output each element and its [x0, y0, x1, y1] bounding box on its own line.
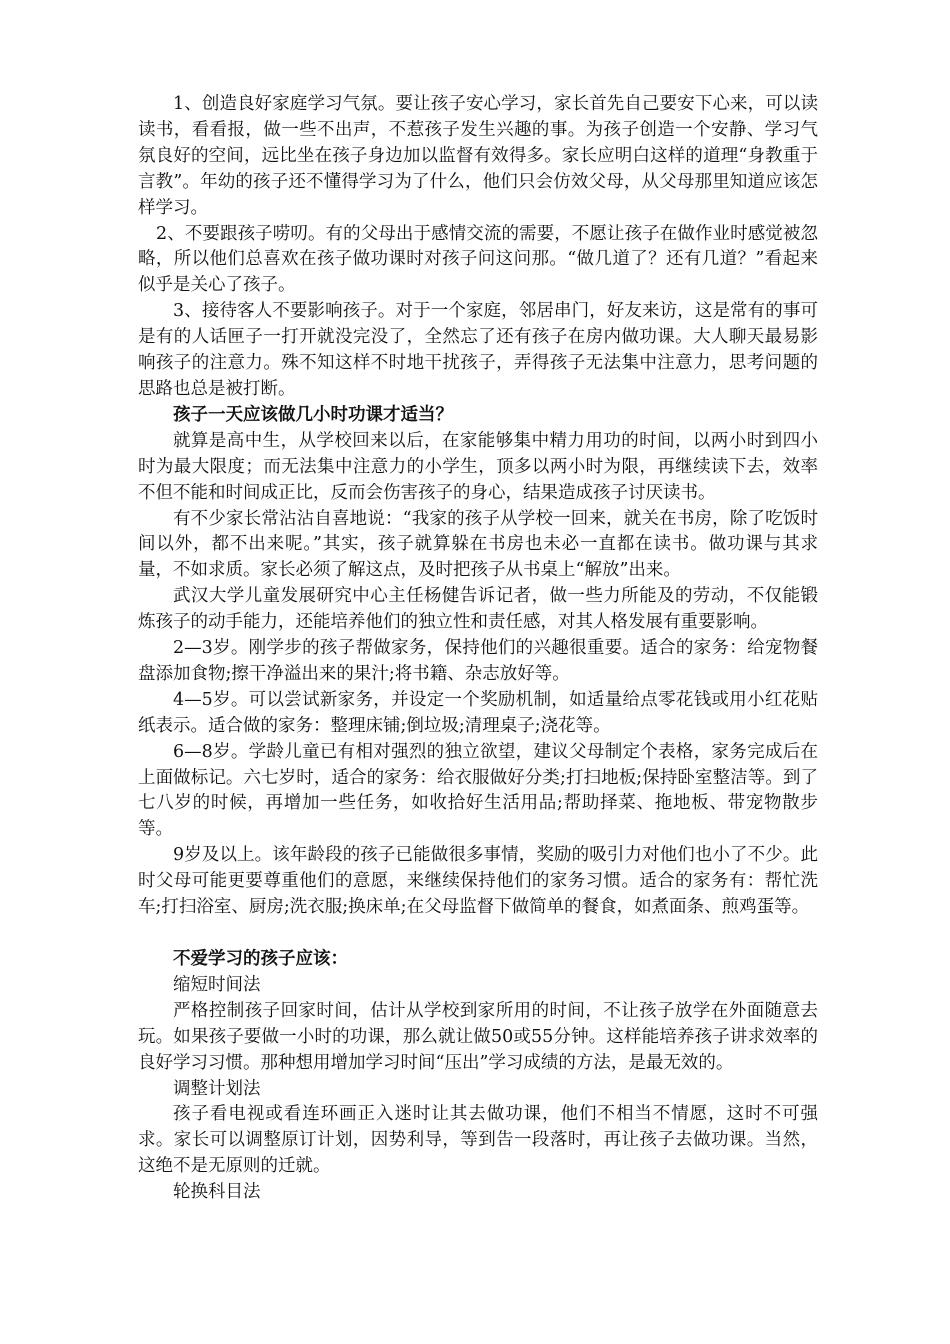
blank-line — [138, 921, 818, 947]
section-heading-dislike-study: 不爱学习的孩子应该： — [173, 949, 348, 969]
paragraph-5: 就算是高中生，从学校回来以后，在家能够集中精力用功的时间，以两小时到四小时为最大限度；而无法集中注意力的小学生，顶多以两小时为限，再继续读下去，效率不但不能和时间成正比，反而会伤害孩子的身心，结果造成孩子讨厌读书。 — [138, 430, 818, 503]
paragraph-age-9-plus: 9岁及以上。该年龄段的孩子已能做很多事情，奖励的吸引力对他们也小了不少。此时父母可能更要尊重他们的意愿，来继续保持他们的家务习惯。适合的家务有：帮忙洗车;打扫浴室、厨房;洗衣服;换床单;在父母监督下做简单的餐食，如煮面条、煎鸡蛋等。 — [138, 845, 818, 918]
paragraph-6: 有不少家长常沾沾自喜地说：“我家的孩子从学校一回来，就关在书房，除了吃饭时间以外，都不出来呢。”其实，孩子就算躲在书房也未必一直都在读书。做功课与其求量，不如求质。家长必须了解这点，及时把孩子从书桌上“解放”出来。 — [138, 508, 818, 581]
subheading-adjust-plan: 调整计划法 — [173, 1078, 261, 1099]
paragraph-3: 3、接待客人不要影响孩子。对于一个家庭，邻居串门，好友来访，这是常有的事可是有的人话匣子一打开就没完没了，全然忘了还有孩子在房内做功课。大人聊天最易影响孩子的注意力。殊不知这样不时地干扰孩子，弄得孩子无法集中注意力，思考问题的思路也总是被打断。 — [138, 301, 818, 399]
paragraph-2: 2、不要跟孩子唠叨。有的父母出于感情交流的需要，不愿让孩子在做作业时感觉被忽略，所以他们总喜欢在孩子做功课时对孩子问这问那。“做几道了？还有几道？”看起来似乎是关心了孩子。 — [138, 223, 818, 296]
paragraph-age-6-8: 6—8岁。学龄儿童已有相对强烈的独立欲望，建议父母制定个表格，家务完成后在上面做标记。六七岁时，适合的家务：给衣服做好分类;打扫地板;保持卧室整洁等。到了七八岁的时候，再增加一些任务，如收拾好生活用品;帮助择菜、拖地板、带宠物散步等。 — [138, 741, 818, 840]
paragraph-shorten-time: 严格控制孩子回家时间，估计从学校到家所用的时间，不让孩子放学在外面随意去玩。如果孩子要做一小时的功课，那么就让做50或55分钟。这样能培养孩子讲求效率的良好学习习惯。那种想用增加学习时间“压出”学习成绩的方法，是最无效的。 — [138, 1000, 818, 1073]
paragraph-1: 1、创造良好家庭学习气氛。要让孩子安心学习，家长首先自己要安下心来，可以读读书，看看报，做一些不出声，不惹孩子发生兴趣的事。为孩子创造一个安静、学习气氛良好的空间，远比坐在孩子身边加以监督有效得多。家长应明白这样的道理“身教重于言教”。年幼的孩子还不懂得学习为了什么，他们只会仿效父母，从父母那里知道应该怎样学习。 — [138, 94, 818, 218]
subheading-rotate-subjects: 轮换科目法 — [173, 1182, 261, 1203]
paragraph-age-4-5: 4—5岁。可以尝试新家务，并设定一个奖励机制，如适量给点零花钱或用小红花贴纸表示。适合做的家务：整理床铺;倒垃圾;清理桌子;浇花等。 — [138, 689, 818, 736]
subheading-shorten-time: 缩短时间法 — [173, 974, 261, 995]
paragraph-age-2-3: 2—3岁。刚学步的孩子帮做家务，保持他们的兴趣很重要。适合的家务：给宠物餐盘添加食物;擦干净溢出来的果汁;将书籍、杂志放好等。 — [138, 638, 818, 684]
section-heading-homework-hours: 孩子一天应该做几小时功课才适当？ — [173, 404, 453, 425]
paragraph-adjust-plan: 孩子看电视或看连环画正入迷时让其去做功课，他们不相当不情愿，这时不可强求。家长可以调整原订计划，因势利导，等到告一段落时，再让孩子去做功课。当然，这绝不是无原则的迁就。 — [138, 1104, 818, 1177]
document-page — [138, 92, 818, 1206]
paragraph-7: 武汉大学儿童发展研究中心主任杨健告诉记者，做一些力所能及的劳动，不仅能锻炼孩子的动手能力，还能培养他们的独立性和责任感，对其人格发展有重要影响。 — [138, 586, 818, 633]
